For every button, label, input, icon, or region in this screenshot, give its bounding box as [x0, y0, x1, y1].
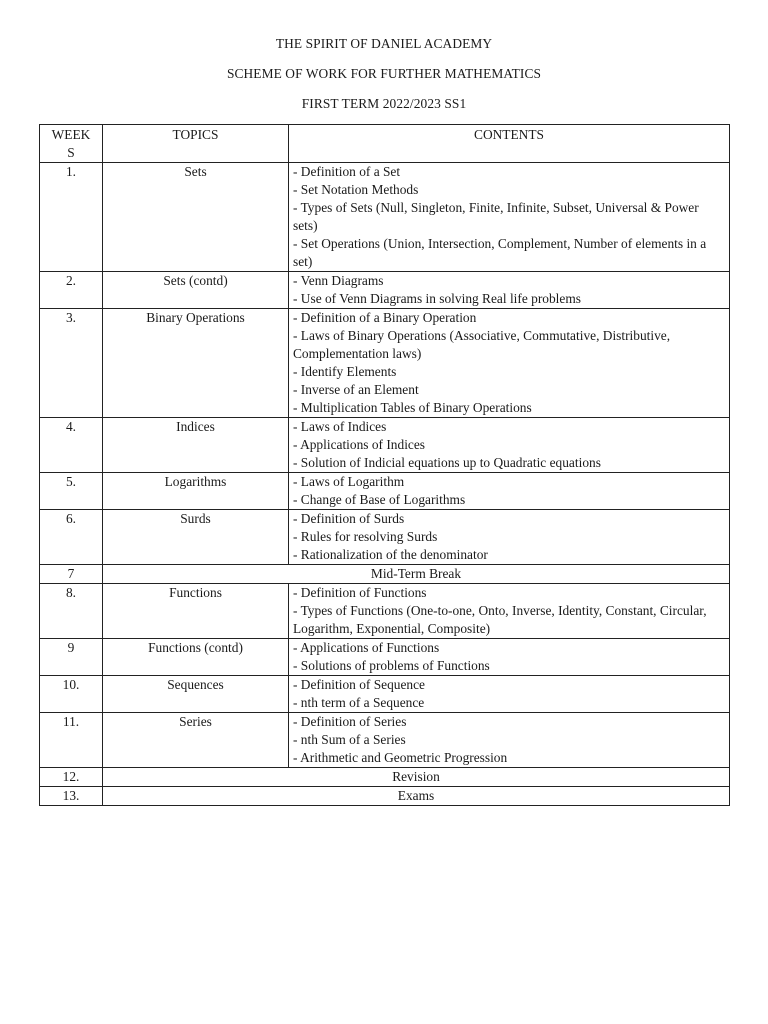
contents-cell [289, 676, 730, 713]
content-item: - Definition of Sequence [293, 677, 426, 692]
content-item: - Laws of Indices [293, 419, 387, 434]
content-item: - Applications of Indices [293, 437, 426, 452]
contents-cell [289, 473, 730, 510]
content-item: - Laws of Binary Operations (Associative, Commutative, Distributive, Complementation laws) [293, 328, 671, 361]
topic-cell: Functions [103, 584, 289, 639]
content-item: - Definition of a Binary Operation [293, 310, 477, 325]
contents-cell [289, 584, 730, 639]
content-item: - Definition of Surds [293, 511, 405, 526]
topic-cell: Logarithms [103, 473, 289, 510]
spanning-activity-cell: Mid-Term Break [103, 565, 730, 584]
spanning-activity-cell: Revision [103, 768, 730, 787]
week-cell: 10. [40, 676, 103, 713]
weeks-header-line2: S [67, 145, 75, 160]
table-row [40, 309, 730, 418]
topic-cell: Binary Operations [103, 309, 289, 418]
week-cell: 7 [40, 565, 103, 584]
content-item: - Definition of Series [293, 714, 407, 729]
table-row [40, 473, 730, 510]
table-header-row [40, 125, 730, 163]
week-cell: 13. [40, 787, 103, 806]
content-item: - Use of Venn Diagrams in solving Real life problems [293, 291, 581, 306]
contents-cell [289, 418, 730, 473]
content-item: - Rationalization of the denominator [293, 547, 488, 562]
topic-cell: Indices [103, 418, 289, 473]
table-row [40, 272, 730, 309]
content-item: - nth term of a Sequence [293, 695, 425, 710]
weeks-header-line1: WEEK [51, 127, 91, 142]
content-item: - Inverse of an Element [293, 382, 419, 397]
content-item: - Set Notation Methods [293, 182, 419, 197]
content-item: - Laws of Logarithm [293, 474, 405, 489]
week-cell: 8. [40, 584, 103, 639]
topic-cell: Sequences [103, 676, 289, 713]
term-label: FIRST TERM 2022/2023 SS1 [301, 96, 467, 111]
content-item: - Solution of Indicial equations up to Quadratic equations [293, 455, 601, 470]
content-item: - Solutions of problems of Functions [293, 658, 490, 673]
contents-cell [289, 163, 730, 272]
contents-column-header: CONTENTS [289, 125, 730, 163]
weeks-column-header [40, 125, 103, 163]
content-item: - Rules for resolving Surds [293, 529, 438, 544]
content-item: - nth Sum of a Series [293, 732, 406, 747]
content-item: - Types of Functions (One-to-one, Onto, Inverse, Identity, Constant, Circular, Logarithm, Exponential, Composite) [293, 603, 707, 636]
content-item: - Arithmetic and Geometric Progression [293, 750, 508, 765]
week-cell: 4. [40, 418, 103, 473]
topic-cell: Series [103, 713, 289, 768]
spanning-activity-cell: Exams [103, 787, 730, 806]
content-item: - Definition of Functions [293, 585, 427, 600]
week-cell: 2. [40, 272, 103, 309]
topic-cell: Functions (contd) [103, 639, 289, 676]
table-row [40, 565, 730, 584]
table-row [40, 787, 730, 806]
contents-cell [289, 510, 730, 565]
contents-cell [289, 272, 730, 309]
table-row [40, 584, 730, 639]
topics-column-header: TOPICS [103, 125, 289, 163]
week-cell: 11. [40, 713, 103, 768]
week-cell: 1. [40, 163, 103, 272]
content-item: - Types of Sets (Null, Singleton, Finite, Infinite, Subset, Universal & Power sets) [293, 200, 699, 233]
content-item: - Applications of Functions [293, 640, 440, 655]
week-cell: 12. [40, 768, 103, 787]
table-row [40, 639, 730, 676]
content-item: - Identify Elements [293, 364, 397, 379]
document-title: SCHEME OF WORK FOR FURTHER MATHEMATICS [226, 66, 542, 81]
week-cell: 6. [40, 510, 103, 565]
table-body [40, 163, 730, 806]
content-item: - Change of Base of Logarithms [293, 492, 466, 507]
table-row [40, 163, 730, 272]
topic-cell: Surds [103, 510, 289, 565]
table-row [40, 768, 730, 787]
week-cell: 9 [40, 639, 103, 676]
content-item: - Definition of a Set [293, 164, 401, 179]
contents-cell [289, 309, 730, 418]
table-row [40, 713, 730, 768]
content-item: - Multiplication Tables of Binary Operations [293, 400, 532, 415]
scheme-of-work-table [39, 124, 730, 806]
table-row [40, 418, 730, 473]
topic-cell: Sets (contd) [103, 272, 289, 309]
content-item: - Venn Diagrams [293, 273, 384, 288]
topic-cell: Sets [103, 163, 289, 272]
week-cell: 5. [40, 473, 103, 510]
table-row [40, 510, 730, 565]
table-row [40, 676, 730, 713]
week-cell: 3. [40, 309, 103, 418]
content-item: - Set Operations (Union, Intersection, Complement, Number of elements in a set) [293, 236, 707, 269]
contents-cell [289, 713, 730, 768]
school-name: THE SPIRIT OF DANIEL ACADEMY [275, 36, 493, 51]
contents-cell [289, 639, 730, 676]
